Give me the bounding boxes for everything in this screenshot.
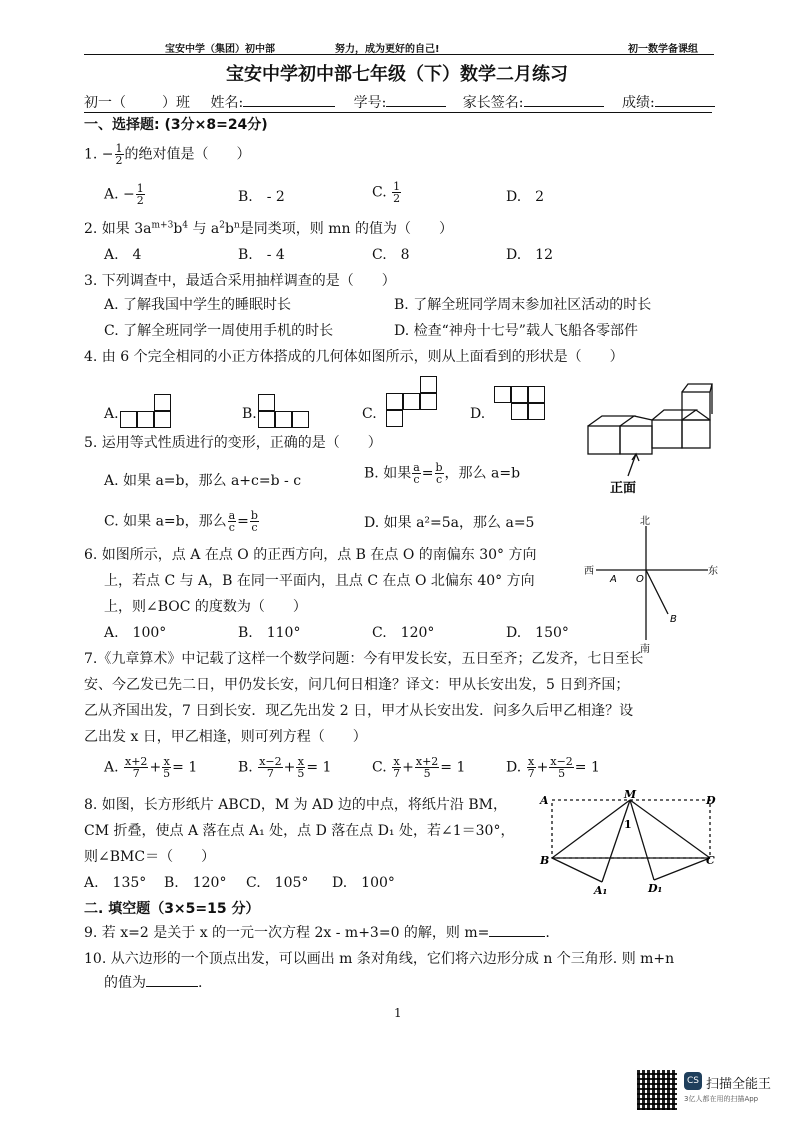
north-label: 北: [640, 516, 650, 527]
section-1-title: 一、选择题: (3分×8=24分): [84, 117, 268, 133]
question-1: 1. − $\frac{1}{2}$ 的绝对值是（ ）: [84, 142, 251, 167]
question-7-line-3: 乙从齐国出发，7 日到长安．现乙先出发 2 日，甲才从长安出发．问多久后甲乙相逢？设: [84, 703, 634, 719]
question-10-line-1: 10. 从六边形的一个顶点出发，可以画出 m 条对角线，它们将六边形分成 n 个三角形. 则 m+n: [84, 951, 675, 967]
question-8-line-3: 则∠BMC＝（ ）: [84, 849, 216, 865]
question-6-line-2: 上，若点 C 与 A，B 在同一平面内，且点 C 在点 O 北偏东 40° 方向: [104, 573, 535, 589]
west-label: 西: [584, 566, 594, 577]
q7-option-b: B. $\frac{x-2}{7}$ + $\frac{x}{5}$ = 1: [238, 755, 332, 780]
header-motto: 努力，成为更好的自己!: [335, 44, 440, 55]
question-6-line-1: 6. 如图所示，点 A 在点 O 的正西方向，点 B 在点 O 的南偏东 30° 方向: [84, 547, 537, 563]
q4-option-c: C.: [362, 406, 377, 422]
q1-option-b: B. - 2: [238, 189, 285, 205]
parent-signature-field[interactable]: [524, 94, 604, 107]
point-d1-label: D₁: [648, 882, 663, 895]
score-field[interactable]: [655, 94, 715, 107]
name-field[interactable]: [243, 94, 335, 107]
south-label: 南: [640, 644, 650, 654]
q5-option-d: D. 如果 a²=5a，那么 a=5: [364, 515, 535, 531]
question-8-line-1: 8. 如图，长方形纸片 ABCD，M 为 AD 边的中点，将纸片沿 BM，: [84, 797, 507, 813]
q6-compass-figure: [580, 514, 720, 654]
q4-option-d: D.: [470, 406, 485, 422]
q8-option-a: A. 135°: [84, 875, 147, 891]
point-b-label: B: [670, 614, 677, 625]
q6-option-a: A. 100°: [104, 625, 167, 641]
q2-option-b: B. - 4: [238, 247, 285, 263]
question-9: 9. 若 x=2 是关于 x 的一元一次方程 2x - m+3=0 的解，则 m= .: [84, 925, 550, 941]
point-a-label: A: [540, 794, 549, 807]
q10-answer-blank[interactable]: [146, 974, 198, 987]
question-7-line-1: 7.《九章算术》中记载了这样一个数学问题：今有甲发长安，五日至齐；乙发齐，七日至长: [84, 651, 644, 667]
q8-rectangle-figure: [536, 786, 722, 896]
header-rule: [84, 54, 714, 55]
question-4: 4. 由 6 个完全相同的小正方体搭成的几何体如图所示，则从上面看到的形状是（ ）: [84, 349, 624, 365]
q6-option-b: B. 110°: [238, 625, 301, 641]
q2-option-d: D. 12: [506, 247, 553, 263]
q4-solid-figure: [584, 380, 714, 495]
q4-option-b: B.: [242, 406, 257, 422]
q1-option-c: C. $\frac{1}{2}$: [372, 180, 401, 205]
question-6-line-3: 上，则∠BOC 的度数为（ ）: [104, 599, 307, 615]
question-8-line-2: CM 折叠，使点 A 落在点 A₁ 处，点 D 落在点 D₁ 处，若∠1＝30°，: [84, 823, 515, 839]
watermark-brand: 扫描全能王: [706, 1077, 772, 1092]
east-label: 东: [708, 566, 718, 577]
q1-option-d: D. 2: [506, 189, 545, 205]
q7-option-c: C. $\frac{x}{7}$ + $\frac{x+2}{5}$ = 1: [372, 755, 466, 780]
page-title: 宝安中学初中部七年级（下）数学二月练习: [226, 64, 568, 85]
question-5: 5. 运用等式性质进行的变形，正确的是（ ）: [84, 435, 382, 451]
page-number: 1: [394, 1006, 402, 1020]
q2-option-a: A. 4: [104, 247, 142, 263]
q3-option-c: C. 了解全班同学一周使用手机的时长: [104, 323, 334, 339]
q6-option-d: D. 150°: [506, 625, 569, 641]
q7-option-d: D. $\frac{x}{7}$ + $\frac{x-2}{5}$ = 1: [506, 755, 600, 780]
front-label: 正面: [610, 481, 637, 495]
point-o-label: O: [636, 574, 644, 585]
point-c-label: C: [706, 854, 715, 867]
qr-code-icon: [637, 1070, 677, 1110]
q5-option-b: B. 如果 $\frac{a}{c}$ = $\frac{b}{c}$ ，那么 a=b: [364, 461, 521, 486]
q5-option-c: C. 如果 a=b，那么 $\frac{a}{c}$ = $\frac{b}{c}$: [104, 509, 258, 534]
id-field[interactable]: [386, 94, 446, 107]
question-7-line-2: 安、今乙发已先二日，甲仍发长安，问几何日相逢？译文：甲从长安出发，5 日到齐国；: [84, 677, 630, 693]
point-d-label: D: [706, 794, 716, 807]
q3-option-d: D. 检查“神舟十七号”载人飞船各零部件: [394, 323, 638, 339]
q9-answer-blank[interactable]: [489, 924, 545, 937]
header-school: 宝安中学（集团）初中部: [165, 44, 275, 55]
point-a-label: A: [610, 574, 617, 585]
question-7-line-4: 乙出发 x 日，甲乙相逢，则可列方程（ ）: [84, 729, 367, 745]
q6-option-c: C. 120°: [372, 625, 435, 641]
q8-option-c: C. 105°: [246, 875, 309, 891]
watermark-subtitle: 3亿人都在用的扫描App: [684, 1095, 759, 1103]
q1-option-a: A. − $\frac{1}{2}$: [104, 182, 144, 207]
header-group: 初一数学备课组: [628, 44, 698, 55]
question-10-line-2: 的值为 .: [104, 975, 203, 991]
q3-option-a: A. 了解我国中学生的睡眠时长: [104, 297, 292, 313]
q4-option-a: A.: [104, 406, 119, 422]
point-b-label: B: [540, 854, 550, 867]
q5-option-a: A. 如果 a=b，那么 a+c=b - c: [104, 473, 302, 489]
camscanner-logo-icon: CS: [684, 1072, 702, 1090]
q2-option-c: C. 8: [372, 247, 410, 263]
point-m-label: M: [624, 788, 637, 801]
q8-option-d: D. 100°: [332, 875, 395, 891]
point-a1-label: A₁: [594, 884, 608, 896]
question-3: 3. 下列调查中，最适合采用抽样调查的是（ ）: [84, 273, 396, 289]
angle-1-label: 1: [624, 818, 632, 831]
question-2: 2. 如果 $3a^{m+3}b^4$ 与 $a^2b^n$是同类项，则 mn 的值为（ ）: [84, 220, 453, 237]
q3-option-b: B. 了解全班同学周末参加社区活动的时长: [394, 297, 652, 313]
section-2-title: 二. 填空题（3×5=15 分）: [84, 901, 260, 917]
q8-option-b: B. 120°: [164, 875, 227, 891]
q7-option-a: A. $\frac{x+2}{7}$ + $\frac{x}{5}$ = 1: [104, 755, 198, 780]
info-rule: [84, 112, 712, 113]
student-info: 初一（ ）班 姓名: 学号: 家长签名: 成绩:: [84, 92, 715, 112]
